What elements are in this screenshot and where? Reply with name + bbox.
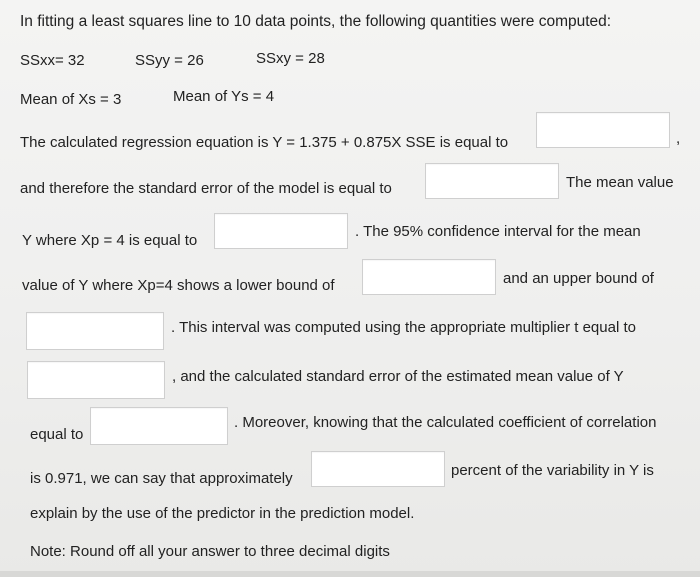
percent-input[interactable] — [311, 451, 445, 487]
moreover-text: . Moreover, knowing that the calculated coefficient of correlation — [234, 414, 657, 431]
std-error-mean-input[interactable] — [90, 407, 228, 445]
sse-input[interactable] — [536, 112, 670, 148]
upper-bound-input[interactable] — [26, 312, 164, 350]
intro-text: In fitting a least squares line to 10 data points, the following quantities were computed: — [20, 13, 612, 30]
lower-bound-input[interactable] — [362, 259, 496, 295]
std-err-mean-text: , and the calculated standard error of the estimated mean value of Y — [172, 368, 624, 385]
is-0971-text: is 0.971, we can say that approximately — [30, 470, 293, 487]
multiplier-text: . This interval was computed using the appropriate multiplier t equal to — [171, 319, 636, 336]
explain-text: explain by the use of the predictor in the prediction model. — [30, 505, 415, 522]
lower-bound-text: value of Y where Xp=4 shows a lower bound of — [22, 277, 335, 294]
ssyy-text: SSyy = 26 — [135, 52, 204, 69]
percent-text: percent of the variability in Y is — [451, 462, 654, 479]
mean-value-input[interactable] — [214, 213, 348, 249]
ssxy-text: SSxy = 28 — [256, 50, 325, 67]
comma-text: , — [676, 130, 681, 147]
y-where-text: Y where Xp = 4 is equal to — [22, 232, 198, 249]
ci-intro-text: . The 95% confidence interval for the mean — [355, 223, 641, 240]
upper-bound-text: and an upper bound of — [503, 270, 654, 287]
mean-y-text: Mean of Ys = 4 — [173, 88, 275, 105]
std-error-input[interactable] — [425, 163, 559, 199]
mean-x-text: Mean of Xs = 3 — [20, 91, 122, 108]
std-error-text: and therefore the standard error of the model is equal to — [20, 180, 392, 197]
mean-value-text: The mean value — [566, 174, 674, 191]
regression-text: The calculated regression equation is Y = 1.375 + 0.875X SSE is equal to — [20, 134, 509, 151]
bottom-edge — [0, 571, 700, 577]
note-text: Note: Round off all your answer to three decimal digits — [30, 543, 390, 560]
t-multiplier-input[interactable] — [27, 361, 165, 399]
equal-to-text: equal to — [30, 426, 84, 443]
ssxx-text: SSxx= 32 — [20, 52, 85, 69]
